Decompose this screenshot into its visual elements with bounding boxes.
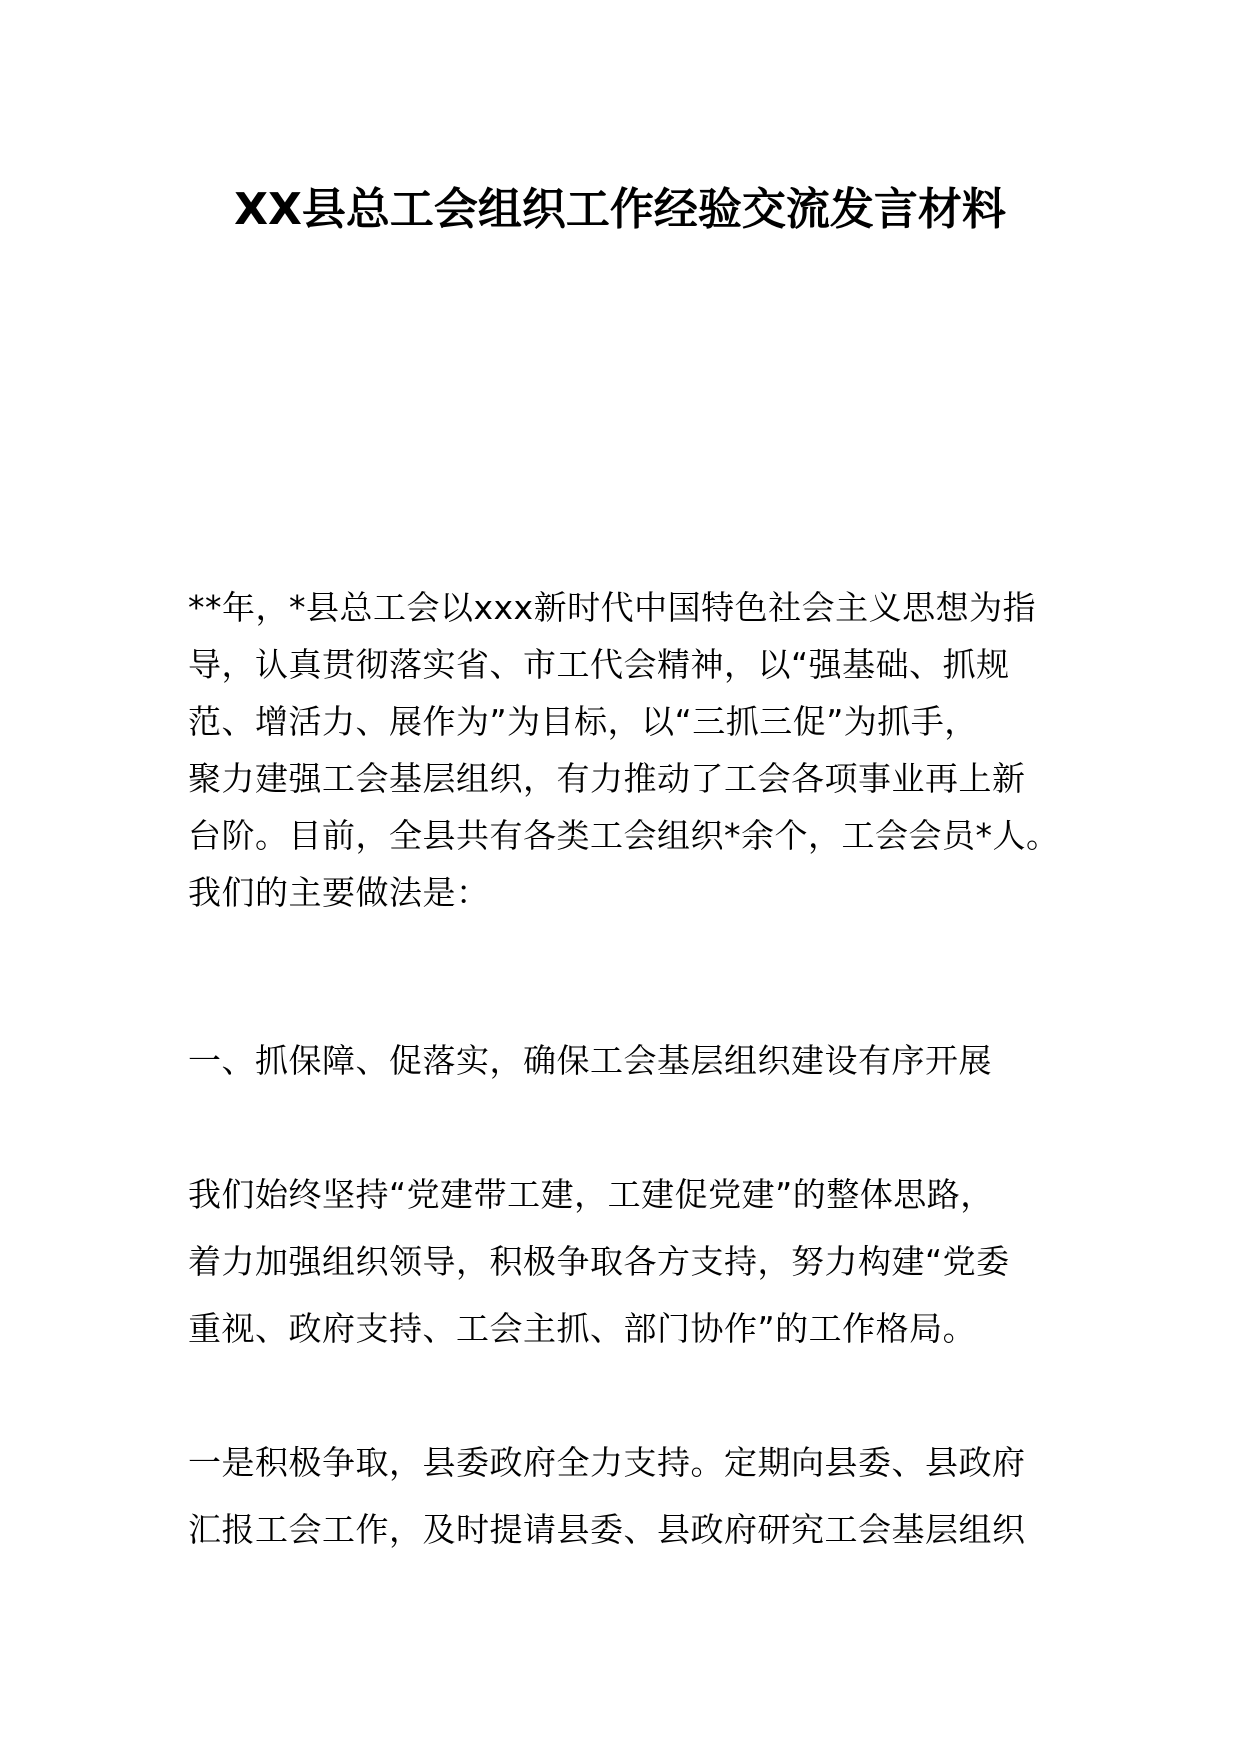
paragraph-line: 范、增活力、展作为”为目标，以“三抓三促”为抓手， [188,702,978,741]
document-title: XX县总工会组织工作经验交流发言材料 [234,184,1006,235]
paragraph-line: 重视、政府支持、工会主抓、部门协作”的工作格局。 [188,1309,977,1348]
paragraph-line: 着力加强组织领导，积极争取各方支持，努力构建“党委 [188,1242,1010,1281]
section-heading: 一、抓保障、促落实，确保工会基层组织建设有序开展 [188,1041,992,1080]
paragraph-line: **年，*县总工会以xxx新时代中国特色社会主义思想为指 [188,588,1037,627]
paragraph-line: 我们的主要做法是： [188,873,490,912]
paragraph-line: 导，认真贯彻落实省、市工代会精神，以“强基础、抓规 [188,645,1010,684]
paragraph-line: 汇报工会工作，及时提请县委、县政府研究工会基层组织 [188,1510,1026,1549]
paragraph-line: 聚力建强工会基层组织，有力推动了工会各项事业再上新 [188,759,1026,798]
paragraph-line: 我们始终坚持“党建带工建，工建促党建”的整体思路， [188,1175,994,1214]
paragraph-line: 一是积极争取，县委政府全力支持。定期向县委、县政府 [188,1443,1026,1482]
paragraph-line: 台阶。目前，全县共有各类工会组织*余个，工会会员*人。 [188,816,1060,855]
